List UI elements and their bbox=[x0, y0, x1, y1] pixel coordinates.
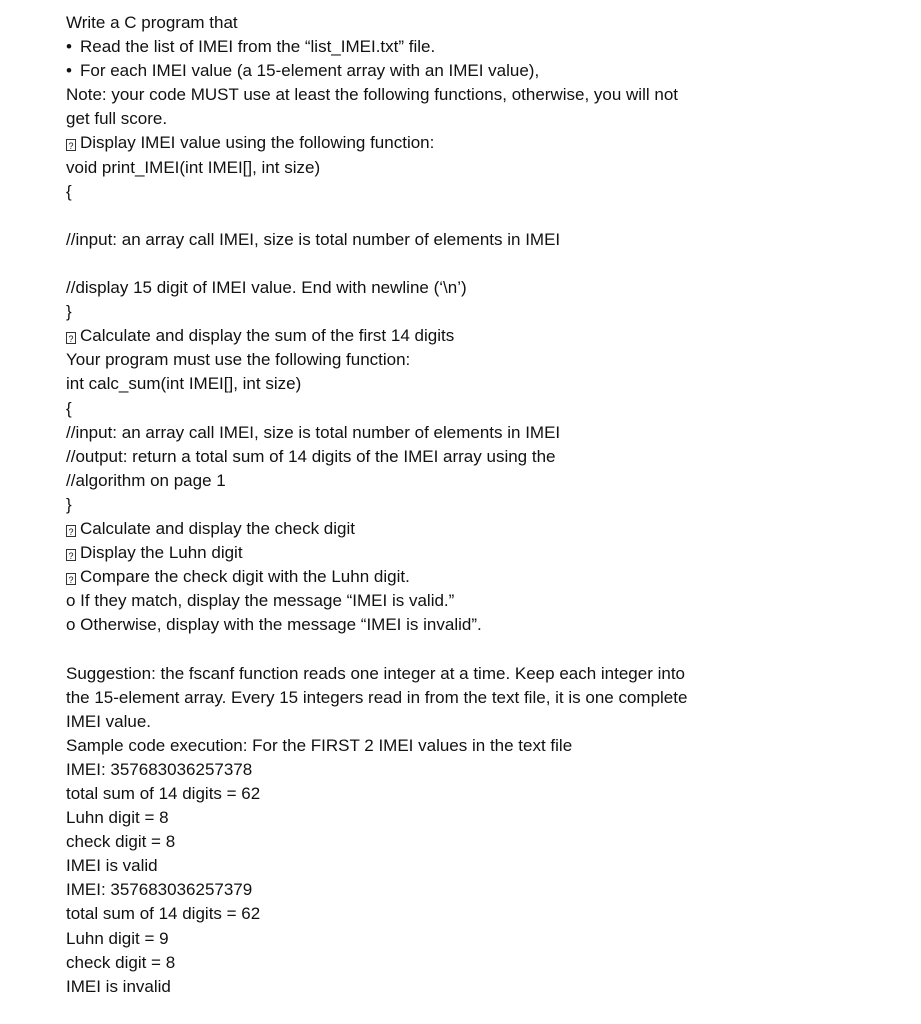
intro-title: Write a C program that bbox=[66, 13, 238, 32]
sample-output-line: check digit = 8 bbox=[66, 952, 176, 972]
open-brace: { bbox=[66, 181, 72, 201]
blank-line bbox=[66, 252, 896, 276]
missing-glyph-icon: ? bbox=[66, 573, 76, 585]
sample-output-line: check digit = 8 bbox=[66, 832, 176, 852]
compare-item-text: Compare the check digit with the Luhn digit. bbox=[80, 567, 410, 587]
bullet-icon: • bbox=[66, 61, 72, 81]
sample-output-line: Luhn digit = 8 bbox=[66, 808, 169, 828]
blank-line bbox=[66, 204, 896, 228]
display-heading-text: Display IMEI value using the following function: bbox=[80, 133, 435, 153]
check-digit-item bbox=[66, 517, 896, 541]
comment-display: //display 15 digit of IMEI value. End with newline (‘\n’) bbox=[66, 278, 467, 298]
blank-line bbox=[66, 637, 896, 661]
close-brace: } bbox=[66, 494, 72, 514]
missing-glyph-icon: ? bbox=[66, 139, 76, 151]
comment-input: //input: an array call IMEI, size is total number of elements in IMEI bbox=[66, 422, 561, 442]
sum-requirement: Your program must use the following function: bbox=[66, 350, 411, 370]
suggestion-line-3: IMEI value. bbox=[66, 711, 152, 731]
sample-output-line: IMEI is invalid bbox=[66, 976, 171, 996]
sum-heading bbox=[66, 324, 896, 348]
missing-glyph-icon: ? bbox=[66, 332, 76, 344]
valid-message-item: o If they match, display the message “IMEI is valid.” bbox=[66, 591, 455, 611]
calc-sum-signature: int calc_sum(int IMEI[], int size) bbox=[66, 374, 302, 394]
sample-output-line: IMEI is valid bbox=[66, 856, 158, 876]
sample-output-line: total sum of 14 digits = 62 bbox=[66, 784, 261, 803]
sample-heading: Sample code execution: For the FIRST 2 IMEI values in the text file bbox=[66, 735, 573, 755]
suggestion-line-2: the 15-element array. Every 15 integers read in from the text file, it is one complete bbox=[66, 687, 688, 707]
display-heading bbox=[66, 131, 896, 155]
missing-glyph-icon: ? bbox=[66, 549, 76, 561]
bullet-icon: • bbox=[66, 37, 72, 57]
bullet-each-imei-text: For each IMEI value (a 15-element array with an IMEI value), bbox=[80, 61, 540, 81]
comment-output: //output: return a total sum of 14 digits of the IMEI array using the bbox=[66, 446, 556, 466]
assignment-document bbox=[66, 11, 896, 999]
sample-output-line: total sum of 14 digits = 62 bbox=[66, 904, 261, 924]
open-brace: { bbox=[66, 398, 72, 418]
invalid-message-item: o Otherwise, display with the message “IMEI is invalid”. bbox=[66, 615, 482, 635]
sample-output-line: IMEI: 357683036257378 bbox=[66, 759, 253, 779]
comment-input: //input: an array call IMEI, size is total number of elements in IMEI bbox=[66, 229, 561, 249]
missing-glyph-icon: ? bbox=[66, 525, 76, 537]
note-line-1: Note: your code MUST use at least the following functions, otherwise, you will not bbox=[66, 85, 678, 105]
print-imei-signature: void print_IMEI(int IMEI[], int size) bbox=[66, 157, 321, 177]
sample-output-line: Luhn digit = 9 bbox=[66, 928, 169, 948]
luhn-digit-item-text: Display the Luhn digit bbox=[80, 543, 243, 563]
comment-algorithm: //algorithm on page 1 bbox=[66, 470, 226, 490]
sample-output-line: IMEI: 357683036257379 bbox=[66, 880, 253, 900]
note-line-2: get full score. bbox=[66, 109, 168, 129]
bullet-read-file-text: Read the list of IMEI from the “list_IMEI.txt” file. bbox=[80, 37, 436, 57]
close-brace: } bbox=[66, 302, 72, 322]
compare-item bbox=[66, 565, 896, 589]
sum-heading-text: Calculate and display the sum of the first 14 digits bbox=[80, 326, 455, 346]
luhn-digit-item bbox=[66, 541, 896, 565]
bullet-each-imei bbox=[66, 59, 896, 83]
bullet-read-file bbox=[66, 35, 896, 59]
suggestion-line-1: Suggestion: the fscanf function reads one integer at a time. Keep each integer into bbox=[66, 663, 686, 683]
check-digit-item-text: Calculate and display the check digit bbox=[80, 518, 355, 538]
